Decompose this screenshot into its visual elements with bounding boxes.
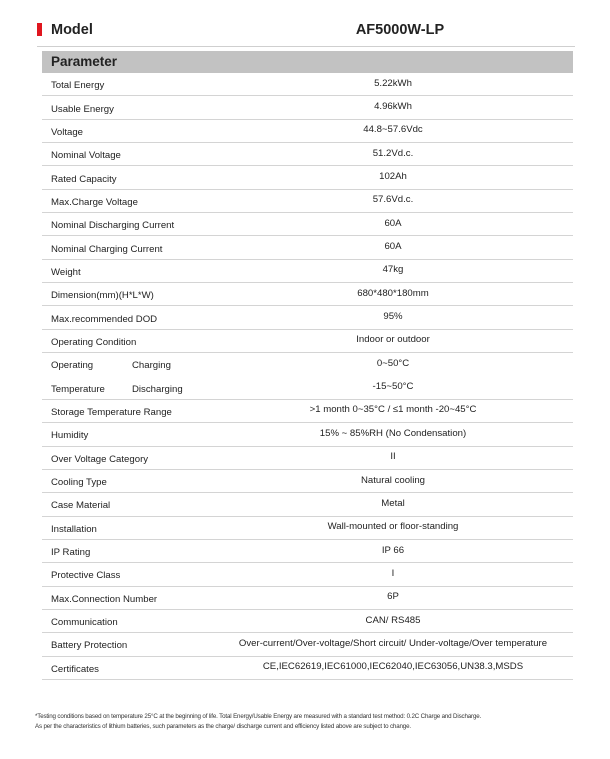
model-accent-marker — [37, 23, 42, 36]
parameter-name: Storage Temperature Range — [51, 406, 172, 418]
parameter-value: 15% ~ 85%RH (No Condensation) — [319, 427, 467, 439]
parameter-name: Total Energy — [51, 80, 105, 92]
parameter-value: CE,IEC62619,IEC61000,IEC62040,IEC63056,UN38.3,MSDS — [262, 661, 524, 673]
parameter-name: Operating — [51, 360, 94, 372]
parameter-name: Nominal Discharging Current — [51, 220, 175, 232]
parameter-header — [42, 51, 573, 73]
spec-table — [42, 73, 573, 680]
footnote-line-2: As per the characteristics of lithium batteries, such parameters as the charge/ discharge current and efficiency listed above are subject to change. — [35, 722, 411, 730]
parameter-value: 6P — [387, 591, 399, 603]
parameter-name: Weight — [51, 266, 81, 278]
table-row — [42, 517, 573, 540]
parameter-name: Certificates — [51, 663, 99, 675]
parameter-value: 60A — [384, 217, 402, 229]
parameter-value: -15~50°C — [372, 381, 414, 393]
table-row — [42, 330, 573, 353]
parameter-value: Wall-mounted or floor-standing — [327, 521, 459, 533]
table-row — [42, 213, 573, 236]
parameter-value: CAN/ RS485 — [365, 614, 421, 626]
parameter-value: IP 66 — [381, 544, 405, 556]
parameter-value: 51.2Vd.c. — [372, 147, 414, 159]
parameter-value: Metal — [381, 497, 405, 509]
parameter-name: IP Rating — [51, 547, 91, 559]
parameter-name: Operating Condition — [51, 336, 137, 348]
table-row — [42, 447, 573, 470]
parameter-name: Dimension(mm)(H*L*W) — [51, 290, 154, 302]
table-row — [42, 657, 573, 680]
parameter-name: Protective Class — [51, 570, 121, 582]
parameter-value: 0~50°C — [376, 357, 410, 369]
parameter-value: 5.22kWh — [374, 77, 412, 89]
parameter-name: Voltage — [51, 126, 84, 138]
table-row — [42, 306, 573, 329]
table-row — [42, 493, 573, 516]
table-row — [42, 143, 573, 166]
table-row — [42, 376, 573, 399]
parameter-name: Battery Protection — [51, 640, 128, 652]
model-row — [37, 20, 575, 47]
table-row — [42, 353, 573, 376]
parameter-value: I — [391, 567, 395, 579]
parameter-name: Rated Capacity — [51, 173, 117, 185]
parameter-name: Temperature — [51, 383, 105, 395]
parameter-name: Cooling Type — [51, 477, 107, 489]
parameter-subname: Discharging — [132, 383, 183, 395]
footnote — [35, 712, 590, 731]
parameter-label: Parameter — [51, 54, 118, 69]
table-row — [42, 190, 573, 213]
table-row — [42, 470, 573, 493]
parameter-value: 680*480*180mm — [357, 287, 429, 299]
table-row — [42, 633, 573, 656]
parameter-value: >1 month 0~35°C / ≤1 month -20~45°C — [309, 404, 477, 416]
parameter-name: Case Material — [51, 500, 111, 512]
table-row — [42, 283, 573, 306]
parameter-name: Max.Charge Voltage — [51, 196, 138, 208]
table-row — [42, 96, 573, 119]
table-row — [42, 236, 573, 259]
table-row — [42, 73, 573, 96]
parameter-value: II — [390, 451, 396, 463]
parameter-name: Nominal Charging Current — [51, 243, 163, 255]
parameter-name: Installation — [51, 523, 97, 535]
table-row — [42, 540, 573, 563]
model-label: Model — [51, 22, 93, 38]
parameter-value: 47kg — [382, 264, 404, 276]
parameter-name: Max.recommended DOD — [51, 313, 158, 325]
table-row — [42, 260, 573, 283]
table-row — [42, 423, 573, 446]
table-row — [42, 563, 573, 586]
parameter-value: Over-current/Over-voltage/Short circuit/ Under-voltage/Over temperature — [238, 637, 548, 649]
parameter-value: 44.8~57.6Vdc — [363, 124, 423, 136]
parameter-name: Nominal Voltage — [51, 150, 121, 162]
parameter-name: Max.Connection Number — [51, 593, 158, 605]
parameter-value: 57.6Vd.c. — [372, 194, 414, 206]
parameter-value: 95% — [383, 311, 403, 323]
parameter-value: Natural cooling — [361, 474, 425, 486]
parameter-value: 60A — [384, 241, 402, 253]
footnote-line-1: *Testing conditions based on temperature 25°C at the beginning of life. Total Energy/Usable Energy are measured with a standard test method: 0.2C Charge and Discharge. — [35, 713, 482, 720]
parameter-value: 4.96kWh — [374, 101, 412, 113]
table-row — [42, 400, 573, 423]
table-row — [42, 166, 573, 189]
parameter-name: Usable Energy — [51, 103, 114, 115]
table-row — [42, 610, 573, 633]
table-row — [42, 120, 573, 143]
parameter-name: Humidity — [51, 430, 89, 442]
parameter-name: Communication — [51, 617, 118, 629]
parameter-name: Over Voltage Category — [51, 453, 149, 465]
parameter-subname: Charging — [132, 360, 171, 372]
parameter-value: 102Ah — [379, 171, 407, 183]
parameter-value: Indoor or outdoor — [356, 334, 430, 346]
model-value: AF5000W-LP — [355, 22, 445, 38]
table-row — [42, 587, 573, 610]
